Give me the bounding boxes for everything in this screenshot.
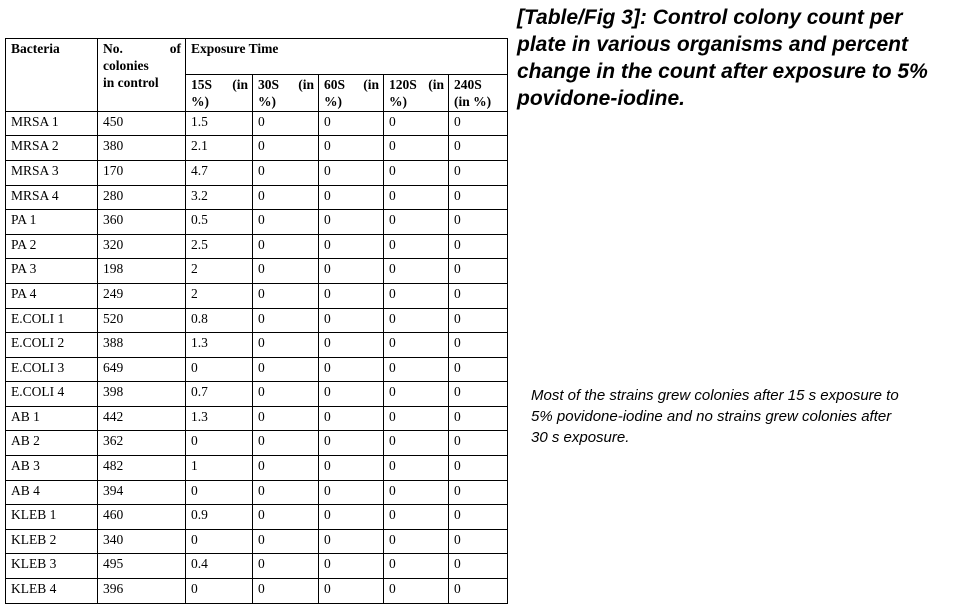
table-row: [6, 210, 508, 235]
control-count-cell: 442: [98, 406, 186, 431]
bacteria-cell: PA 1: [6, 210, 98, 235]
table-row: [6, 136, 508, 161]
percent-change-15s-cell: 0: [186, 357, 253, 382]
header-exposure-column: [384, 75, 449, 112]
percent-change-15s-cell: 2: [186, 283, 253, 308]
percent-change-240s-cell: 0: [449, 259, 508, 284]
percent-change-15s-cell: 0.5: [186, 210, 253, 235]
table-row: [6, 308, 508, 333]
percent-change-240s-cell: 0: [449, 210, 508, 235]
percent-change-30s-cell: 0: [253, 505, 319, 530]
exposure-column-unit-open: (in: [298, 77, 314, 92]
percent-change-15s-cell: 0.8: [186, 308, 253, 333]
percent-change-30s-cell: 0: [253, 456, 319, 481]
percent-change-240s-cell: 0: [449, 382, 508, 407]
percent-change-120s-cell: 0: [384, 333, 449, 358]
table-row: [6, 160, 508, 185]
percent-change-30s-cell: 0: [253, 136, 319, 161]
percent-change-120s-cell: 0: [384, 382, 449, 407]
percent-change-120s-cell: 0: [384, 234, 449, 259]
caption-line: povidone-iodine.: [517, 87, 685, 110]
percent-change-120s-cell: 0: [384, 111, 449, 136]
percent-change-120s-cell: 0: [384, 579, 449, 604]
colony-count-table: [5, 38, 508, 604]
percent-change-120s-cell: 0: [384, 456, 449, 481]
bacteria-cell: E.COLI 1: [6, 308, 98, 333]
bacteria-cell: MRSA 3: [6, 160, 98, 185]
table-row: [6, 357, 508, 382]
percent-change-240s-cell: 0: [449, 308, 508, 333]
percent-change-15s-cell: 0: [186, 431, 253, 456]
bacteria-cell: E.COLI 3: [6, 357, 98, 382]
bacteria-cell: AB 4: [6, 480, 98, 505]
percent-change-30s-cell: 0: [253, 111, 319, 136]
percent-change-15s-cell: 1: [186, 456, 253, 481]
caption-line: change in the count after exposure to 5%: [517, 60, 928, 83]
table-row: [6, 259, 508, 284]
percent-change-240s-cell: 0: [449, 431, 508, 456]
percent-change-15s-cell: 0: [186, 480, 253, 505]
header-colonies-line2: colonies: [103, 57, 149, 73]
control-count-cell: 380: [98, 136, 186, 161]
percent-change-30s-cell: 0: [253, 333, 319, 358]
percent-change-60s-cell: 0: [319, 111, 384, 136]
bacteria-cell: KLEB 4: [6, 579, 98, 604]
bacteria-cell: E.COLI 4: [6, 382, 98, 407]
percent-change-15s-cell: 1.5: [186, 111, 253, 136]
percent-change-120s-cell: 0: [384, 210, 449, 235]
percent-change-240s-cell: 0: [449, 529, 508, 554]
control-count-cell: 249: [98, 283, 186, 308]
percent-change-60s-cell: 0: [319, 554, 384, 579]
percent-change-15s-cell: 2: [186, 259, 253, 284]
control-count-cell: 388: [98, 333, 186, 358]
bacteria-cell: AB 1: [6, 406, 98, 431]
bacteria-cell: PA 3: [6, 259, 98, 284]
percent-change-60s-cell: 0: [319, 234, 384, 259]
percent-change-60s-cell: 0: [319, 283, 384, 308]
percent-change-60s-cell: 0: [319, 160, 384, 185]
percent-change-120s-cell: 0: [384, 505, 449, 530]
control-count-cell: 362: [98, 431, 186, 456]
note-line: Most of the strains grew colonies after 15 s exposure to: [531, 387, 899, 404]
percent-change-30s-cell: 0: [253, 308, 319, 333]
bacteria-cell: KLEB 1: [6, 505, 98, 530]
percent-change-120s-cell: 0: [384, 357, 449, 382]
table-row: [6, 333, 508, 358]
percent-change-240s-cell: 0: [449, 111, 508, 136]
percent-change-15s-cell: 3.2: [186, 185, 253, 210]
control-count-cell: 398: [98, 382, 186, 407]
percent-change-15s-cell: 0: [186, 579, 253, 604]
percent-change-240s-cell: 0: [449, 160, 508, 185]
percent-change-120s-cell: 0: [384, 406, 449, 431]
percent-change-60s-cell: 0: [319, 259, 384, 284]
figure-caption: [517, 4, 928, 112]
table-row: [6, 431, 508, 456]
percent-change-120s-cell: 0: [384, 259, 449, 284]
percent-change-60s-cell: 0: [319, 210, 384, 235]
percent-change-60s-cell: 0: [319, 579, 384, 604]
table-row: [6, 554, 508, 579]
percent-change-60s-cell: 0: [319, 505, 384, 530]
control-count-cell: 460: [98, 505, 186, 530]
exposure-column-time: 30S: [258, 77, 280, 92]
exposure-column-line1: [191, 77, 248, 94]
bacteria-cell: AB 2: [6, 431, 98, 456]
percent-change-120s-cell: 0: [384, 480, 449, 505]
control-count-cell: 482: [98, 456, 186, 481]
percent-change-240s-cell: 0: [449, 456, 508, 481]
bacteria-cell: KLEB 2: [6, 529, 98, 554]
percent-change-30s-cell: 0: [253, 406, 319, 431]
percent-change-120s-cell: 0: [384, 160, 449, 185]
exposure-column-unit-close: %): [324, 93, 342, 109]
table-row: [6, 505, 508, 530]
header-colonies-in-control: [98, 39, 186, 112]
exposure-column-time: 60S: [324, 77, 346, 92]
control-count-cell: 340: [98, 529, 186, 554]
bacteria-cell: KLEB 3: [6, 554, 98, 579]
percent-change-240s-cell: 0: [449, 283, 508, 308]
bacteria-cell: MRSA 1: [6, 111, 98, 136]
percent-change-120s-cell: 0: [384, 308, 449, 333]
control-count-cell: 649: [98, 357, 186, 382]
note-line: 30 s exposure.: [531, 429, 630, 446]
percent-change-120s-cell: 0: [384, 185, 449, 210]
caption-line: plate in various organisms and percent: [517, 33, 908, 56]
exposure-column-unit-close: %): [258, 93, 276, 109]
percent-change-120s-cell: 0: [384, 529, 449, 554]
percent-change-15s-cell: 0: [186, 529, 253, 554]
percent-change-240s-cell: 0: [449, 480, 508, 505]
percent-change-30s-cell: 0: [253, 259, 319, 284]
percent-change-30s-cell: 0: [253, 283, 319, 308]
percent-change-60s-cell: 0: [319, 136, 384, 161]
percent-change-240s-cell: 0: [449, 505, 508, 530]
control-count-cell: 495: [98, 554, 186, 579]
percent-change-60s-cell: 0: [319, 333, 384, 358]
percent-change-240s-cell: 0: [449, 554, 508, 579]
control-count-cell: 280: [98, 185, 186, 210]
control-count-cell: 520: [98, 308, 186, 333]
percent-change-30s-cell: 0: [253, 554, 319, 579]
header-exposure-column: [319, 75, 384, 112]
percent-change-15s-cell: 1.3: [186, 333, 253, 358]
percent-change-15s-cell: 1.3: [186, 406, 253, 431]
exposure-column-unit-open: (in: [232, 77, 248, 92]
table-row: [6, 382, 508, 407]
percent-change-30s-cell: 0: [253, 480, 319, 505]
control-count-cell: 198: [98, 259, 186, 284]
exposure-column-line1: [454, 77, 503, 94]
table-row: [6, 579, 508, 604]
percent-change-30s-cell: 0: [253, 357, 319, 382]
percent-change-30s-cell: 0: [253, 160, 319, 185]
percent-change-15s-cell: 0.7: [186, 382, 253, 407]
header-bacteria: Bacteria: [6, 39, 98, 112]
table-row: [6, 185, 508, 210]
control-count-cell: 396: [98, 579, 186, 604]
bacteria-cell: E.COLI 2: [6, 333, 98, 358]
percent-change-60s-cell: 0: [319, 456, 384, 481]
percent-change-240s-cell: 0: [449, 333, 508, 358]
percent-change-60s-cell: 0: [319, 406, 384, 431]
percent-change-30s-cell: 0: [253, 382, 319, 407]
bacteria-cell: MRSA 4: [6, 185, 98, 210]
bacteria-cell: MRSA 2: [6, 136, 98, 161]
exposure-column-line1: [258, 77, 314, 94]
header-exposure-column: [449, 75, 508, 112]
exposure-column-time: 120S: [389, 77, 417, 92]
header-exposure-column: [186, 75, 253, 112]
bacteria-cell: PA 2: [6, 234, 98, 259]
percent-change-240s-cell: 0: [449, 185, 508, 210]
exposure-column-time: 240S: [454, 77, 482, 92]
control-count-cell: 450: [98, 111, 186, 136]
percent-change-30s-cell: 0: [253, 210, 319, 235]
note-line: 5% povidone-iodine and no strains grew colonies after: [531, 408, 892, 425]
exposure-column-unit-open: (in: [363, 77, 379, 92]
percent-change-15s-cell: 0.4: [186, 554, 253, 579]
control-count-cell: 394: [98, 480, 186, 505]
table-row: [6, 111, 508, 136]
percent-change-30s-cell: 0: [253, 579, 319, 604]
exposure-column-unit-close: (in %): [454, 93, 492, 109]
percent-change-240s-cell: 0: [449, 406, 508, 431]
exposure-column-unit-close: %): [389, 93, 407, 109]
figure-note: [531, 385, 899, 448]
bacteria-cell: AB 3: [6, 456, 98, 481]
percent-change-240s-cell: 0: [449, 579, 508, 604]
table-row: [6, 406, 508, 431]
header-colonies-line3: in control: [103, 74, 159, 90]
control-count-cell: 320: [98, 234, 186, 259]
bacteria-cell: PA 4: [6, 283, 98, 308]
exposure-column-unit-close: %): [191, 93, 209, 109]
header-colonies-line1: [103, 41, 181, 58]
table-row: [6, 283, 508, 308]
percent-change-240s-cell: 0: [449, 234, 508, 259]
header-colonies-word-of: of: [169, 41, 181, 56]
table-row: [6, 480, 508, 505]
percent-change-60s-cell: 0: [319, 357, 384, 382]
percent-change-60s-cell: 0: [319, 185, 384, 210]
percent-change-30s-cell: 0: [253, 529, 319, 554]
percent-change-120s-cell: 0: [384, 136, 449, 161]
table-body: [6, 111, 508, 603]
percent-change-120s-cell: 0: [384, 431, 449, 456]
exposure-column-unit-open: (in: [428, 77, 444, 92]
percent-change-60s-cell: 0: [319, 529, 384, 554]
caption-line: [Table/Fig 3]: Control colony count per: [517, 6, 903, 29]
percent-change-60s-cell: 0: [319, 431, 384, 456]
percent-change-15s-cell: 4.7: [186, 160, 253, 185]
percent-change-15s-cell: 2.5: [186, 234, 253, 259]
table-row: [6, 456, 508, 481]
percent-change-15s-cell: 0.9: [186, 505, 253, 530]
table-row: [6, 529, 508, 554]
table-row: [6, 234, 508, 259]
percent-change-240s-cell: 0: [449, 136, 508, 161]
percent-change-120s-cell: 0: [384, 283, 449, 308]
percent-change-60s-cell: 0: [319, 382, 384, 407]
percent-change-60s-cell: 0: [319, 308, 384, 333]
exposure-column-time: 15S: [191, 77, 213, 92]
percent-change-30s-cell: 0: [253, 234, 319, 259]
exposure-column-line1: [324, 77, 379, 94]
percent-change-15s-cell: 2.1: [186, 136, 253, 161]
percent-change-30s-cell: 0: [253, 185, 319, 210]
header-colonies-word-no: No.: [103, 41, 123, 56]
header-exposure-column: [253, 75, 319, 112]
percent-change-30s-cell: 0: [253, 431, 319, 456]
percent-change-120s-cell: 0: [384, 554, 449, 579]
control-count-cell: 170: [98, 160, 186, 185]
control-count-cell: 360: [98, 210, 186, 235]
percent-change-240s-cell: 0: [449, 357, 508, 382]
header-exposure-time: Exposure Time: [186, 39, 508, 75]
percent-change-60s-cell: 0: [319, 480, 384, 505]
exposure-column-line1: [389, 77, 444, 94]
